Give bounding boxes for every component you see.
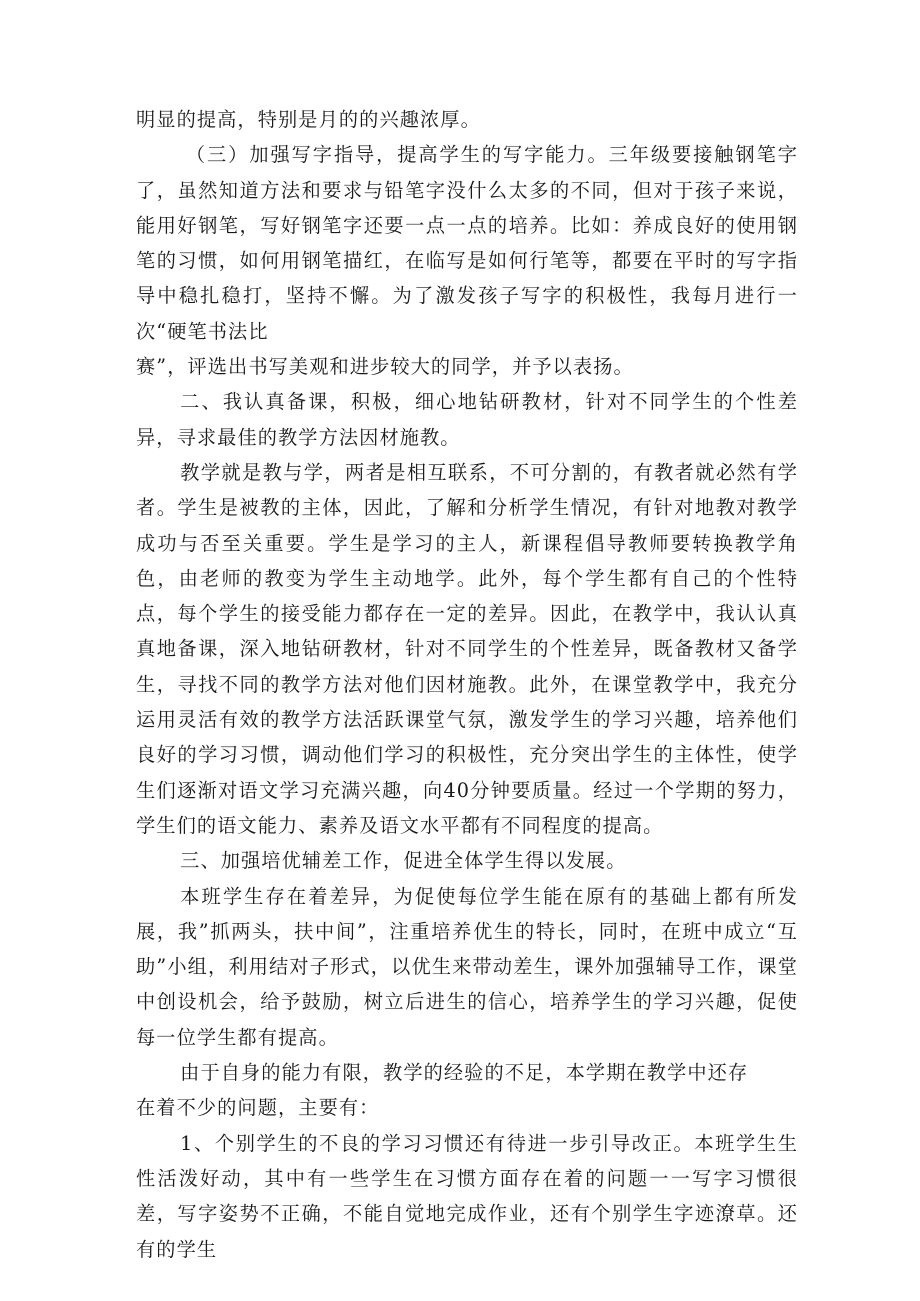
- paragraph-writing-guidance-end: 赛”，评选出书写美观和进步较大的同学，并予以表扬。: [136, 355, 634, 379]
- paragraph-continuation: 明显的提高，特别是月的的兴趣浓厚。: [136, 108, 481, 131]
- paragraph-problems-intro-end: 在着不少的问题，主要有：: [136, 1096, 380, 1120]
- paragraph-tutoring: 本班学生存在着差异，为促使每位学生能在原有的基础上都有所发展，我”抓两头，扶中间”，注重培养优生的特长，同时，在班中成立“互助”小组，利用结对子形式，以优生来带动差生，课外加强辅导工作，课堂中创设机会，给予鼓励，树立后进生的信心，培养学生的学习兴趣，促使每一位学生都有提高。: [136, 884, 798, 1049]
- paragraph-problem-1: 1、个别学生的不良的学习习惯还有待进一步引导改正。本班学生生性活泼好动，其中有一些学生在习惯方面存在着的问题一一写字习惯很差，写字姿势不正确，不能自觉地完成作业，还有个别学生字迹潦草。还有的学生: [136, 1131, 798, 1261]
- paragraph-problems-intro: 由于自身的能力有限，教学的经验的不足，本学期在教学中还存: [180, 1061, 749, 1085]
- heading-lesson-preparation: 二、我认真备课，积极，细心地钻研教材，针对不同学生的个性差异，寻求最佳的教学方法因材施教。: [136, 390, 798, 449]
- paragraph-writing-guidance: （三）加强写字指导，提高学生的写字能力。三年级要接触钢笔字了，虽然知道方法和要求与铅笔字没什么太多的不同，但对于孩子来说，能用好钢笔，写好钢笔字还要一点一点的培养。比如：养成良好的使用钢笔的习惯，如何用钢笔描红，在临写是如何行笔等，都要在平时的写字指导中稳扎稳打，坚持不懈。为了激发孩子写字的积极性，我每月进行一次“硬笔书法比: [136, 143, 798, 343]
- heading-tutoring: 三、加强培优辅差工作，促进全体学生得以发展。: [180, 849, 627, 873]
- document-body: [136, 102, 798, 1267]
- paragraph-teaching-learning: 教学就是教与学，两者是相互联系，不可分割的，有教者就必然有学者。学生是被教的主体，因此，了解和分析学生情况，有针对地教对教学成功与否至关重要。学生是学习的主人，新课程倡导教师要转换教学角色，由老师的教变为学生主动地学。此外，每个学生都有自己的个性特点，每个学生的接受能力都存在一定的差异。因此，在教学中，我认认真真地备课，深入地钻研教材，针对不同学生的个性差异，既备教材又备学生，寻找不同的教学方法对他们因材施教。此外，在课堂教学中，我充分运用灵活有效的教学方法活跃课堂气氛，激发学生的学习兴趣，培养他们良好的学习习惯，调动他们学习的积极性，充分突出学生的主体性，使学生们逐渐对语文学习充满兴趣，向40分钟要质量。经过一个学期的努力，学生们的语文能力、素养及语文水平都有不同程度的提高。: [136, 460, 798, 837]
